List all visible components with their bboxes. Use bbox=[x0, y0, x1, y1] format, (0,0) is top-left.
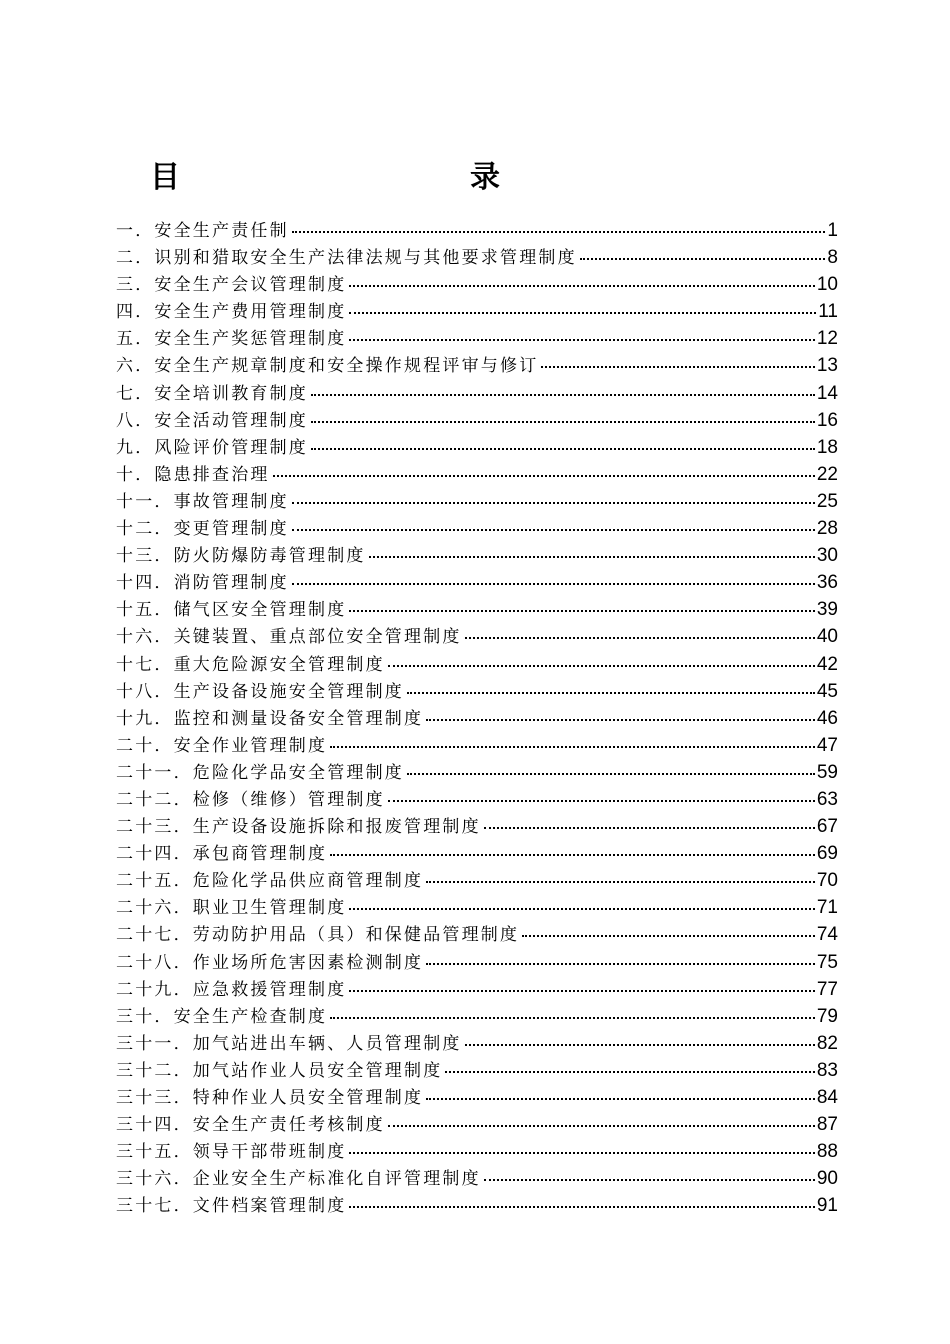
toc-entry[interactable] bbox=[116, 461, 838, 488]
toc-entry-label: 四．安全生产费用管理制度 bbox=[116, 302, 347, 323]
toc-entry[interactable] bbox=[116, 596, 838, 623]
toc-dot-leader bbox=[522, 935, 815, 937]
toc-entry-page-number: 69 bbox=[816, 843, 838, 865]
toc-entry-label: 三十．安全生产检查制度 bbox=[116, 1006, 328, 1027]
toc-dot-leader bbox=[349, 1152, 814, 1154]
toc-dot-leader bbox=[292, 529, 815, 531]
toc-dot-leader bbox=[292, 231, 826, 233]
toc-dot-leader bbox=[349, 610, 814, 612]
toc-entry[interactable] bbox=[116, 1111, 838, 1138]
toc-entry[interactable] bbox=[116, 732, 838, 759]
toc-entry-page-number: 28 bbox=[816, 518, 838, 540]
toc-entry-label: 九．风险评价管理制度 bbox=[116, 437, 308, 458]
toc-entry-page-number: 25 bbox=[816, 490, 838, 512]
toc-dot-leader bbox=[465, 637, 815, 639]
toc-entry-page-number: 88 bbox=[816, 1141, 838, 1163]
toc-entry-page-number: 47 bbox=[816, 734, 838, 756]
toc-entry-label: 十七．重大危险源安全管理制度 bbox=[116, 654, 385, 675]
toc-entry[interactable] bbox=[116, 515, 838, 542]
toc-entry-label: 二十三．生产设备设施拆除和报废管理制度 bbox=[116, 817, 481, 838]
toc-dot-leader bbox=[426, 1098, 815, 1100]
toc-entry-label: 三十七．文件档案管理制度 bbox=[116, 1196, 347, 1217]
toc-entry[interactable] bbox=[116, 1165, 838, 1192]
toc-entry-label: 六．安全生产规章制度和安全操作规程评审与修订 bbox=[116, 356, 539, 377]
toc-entry-page-number: 13 bbox=[816, 355, 838, 377]
toc-entry-page-number: 59 bbox=[816, 761, 838, 783]
toc-entry-page-number: 18 bbox=[816, 436, 838, 458]
toc-entry-label: 五．安全生产奖惩管理制度 bbox=[116, 329, 347, 350]
toc-entry[interactable] bbox=[116, 651, 838, 678]
toc-dot-leader bbox=[330, 746, 815, 748]
toc-entry-page-number: 42 bbox=[816, 653, 838, 675]
toc-entry[interactable] bbox=[116, 244, 838, 271]
toc-entry-page-number: 30 bbox=[816, 545, 838, 567]
toc-entry-label: 十九．监控和测量设备安全管理制度 bbox=[116, 708, 424, 729]
toc-entry[interactable] bbox=[116, 434, 838, 461]
toc-entry-label: 二十八．作业场所危害因素检测制度 bbox=[116, 952, 424, 973]
toc-entry-label: 三．安全生产会议管理制度 bbox=[116, 275, 347, 296]
toc-entry-page-number: 36 bbox=[816, 572, 838, 594]
toc-entry[interactable] bbox=[116, 786, 838, 813]
toc-dot-leader bbox=[484, 1179, 815, 1181]
toc-dot-leader bbox=[407, 692, 815, 694]
toc-entry-label: 十八．生产设备设施安全管理制度 bbox=[116, 681, 404, 702]
toc-dot-leader bbox=[330, 854, 815, 856]
toc-dot-leader bbox=[426, 719, 815, 721]
toc-entry-page-number: 10 bbox=[816, 274, 838, 296]
toc-entry[interactable] bbox=[116, 623, 838, 650]
toc-entry[interactable] bbox=[116, 542, 838, 569]
toc-entry[interactable] bbox=[116, 488, 838, 515]
toc-entry[interactable] bbox=[116, 1030, 838, 1057]
toc-dot-leader bbox=[311, 421, 815, 423]
toc-entry-page-number: 71 bbox=[816, 897, 838, 919]
toc-dot-leader bbox=[311, 394, 815, 396]
toc-dot-leader bbox=[426, 963, 815, 965]
toc-entry[interactable] bbox=[116, 271, 838, 298]
table-of-contents bbox=[116, 217, 838, 1219]
toc-entry-page-number: 63 bbox=[816, 788, 838, 810]
toc-dot-leader bbox=[349, 908, 814, 910]
toc-entry-page-number: 11 bbox=[818, 301, 838, 323]
toc-entry-label: 三十四．安全生产责任考核制度 bbox=[116, 1115, 385, 1136]
toc-entry-page-number: 45 bbox=[816, 680, 838, 702]
toc-dot-leader bbox=[465, 1044, 815, 1046]
toc-entry[interactable] bbox=[116, 1138, 838, 1165]
toc-entry-label: 十六．关键装置、重点部位安全管理制度 bbox=[116, 627, 462, 648]
toc-title: 目 录 bbox=[150, 160, 630, 195]
toc-dot-leader bbox=[426, 881, 815, 883]
toc-entry-label: 二十五．危险化学品供应商管理制度 bbox=[116, 871, 424, 892]
toc-entry-page-number: 84 bbox=[816, 1087, 838, 1108]
toc-dot-leader bbox=[388, 665, 815, 667]
toc-dot-leader bbox=[541, 366, 814, 368]
toc-entry[interactable] bbox=[116, 678, 838, 705]
toc-entry[interactable] bbox=[116, 894, 838, 921]
toc-entry[interactable] bbox=[116, 407, 838, 434]
toc-entry-label: 二十七．劳动防护用品（具）和保健品管理制度 bbox=[116, 925, 520, 946]
toc-entry[interactable] bbox=[116, 1192, 838, 1219]
toc-entry-page-number: 79 bbox=[816, 1005, 838, 1027]
toc-entry-page-number: 8 bbox=[827, 247, 838, 269]
toc-entry-page-number: 91 bbox=[816, 1195, 838, 1217]
toc-entry[interactable] bbox=[116, 867, 838, 894]
toc-entry-label: 八．安全活动管理制度 bbox=[116, 410, 308, 431]
toc-entry-page-number: 40 bbox=[816, 626, 838, 648]
toc-entry-page-number: 46 bbox=[816, 707, 838, 729]
toc-entry-label: 三十三．特种作业人员安全管理制度 bbox=[116, 1088, 424, 1108]
toc-entry[interactable] bbox=[116, 217, 838, 244]
toc-dot-leader bbox=[349, 1206, 814, 1208]
toc-entry-label: 二十四．承包商管理制度 bbox=[116, 844, 328, 865]
toc-entry-label: 三十五．领导干部带班制度 bbox=[116, 1142, 347, 1163]
toc-entry-label: 二十二．检修（维修）管理制度 bbox=[116, 789, 385, 810]
toc-entry-label: 十一．事故管理制度 bbox=[116, 491, 289, 512]
toc-dot-leader bbox=[330, 1017, 815, 1019]
toc-dot-leader bbox=[484, 827, 815, 829]
toc-entry-label: 三十一．加气站进出车辆、人员管理制度 bbox=[116, 1033, 462, 1054]
toc-entry-label: 十二．变更管理制度 bbox=[116, 519, 289, 540]
toc-entry-label: 十三．防火防爆防毒管理制度 bbox=[116, 546, 366, 567]
toc-entry[interactable] bbox=[116, 921, 838, 948]
toc-entry-page-number: 39 bbox=[816, 599, 838, 621]
toc-entry-page-number: 87 bbox=[816, 1114, 838, 1136]
toc-entry[interactable] bbox=[116, 325, 838, 352]
toc-entry[interactable] bbox=[116, 759, 838, 786]
toc-dot-leader bbox=[292, 583, 815, 585]
toc-entry[interactable] bbox=[116, 352, 838, 379]
toc-dot-leader bbox=[388, 1125, 815, 1127]
toc-dot-leader bbox=[580, 258, 826, 260]
toc-entry-label: 二十九．应急救援管理制度 bbox=[116, 979, 347, 1000]
toc-entry-label: 二十．安全作业管理制度 bbox=[116, 735, 328, 756]
toc-dot-leader bbox=[445, 1071, 814, 1073]
toc-entry-label: 七．安全培训教育制度 bbox=[116, 383, 308, 404]
toc-entry[interactable] bbox=[116, 949, 838, 976]
toc-entry-label: 三十二．加气站作业人员安全管理制度 bbox=[116, 1060, 443, 1081]
toc-entry-label: 十四．消防管理制度 bbox=[116, 573, 289, 594]
toc-entry-page-number: 22 bbox=[816, 463, 838, 485]
toc-dot-leader bbox=[349, 339, 814, 341]
toc-dot-leader bbox=[311, 448, 815, 450]
toc-entry-page-number: 75 bbox=[816, 951, 838, 973]
toc-entry[interactable] bbox=[116, 298, 838, 325]
toc-entry[interactable] bbox=[116, 1057, 838, 1084]
toc-dot-leader bbox=[388, 800, 815, 802]
toc-dot-leader bbox=[349, 990, 814, 992]
toc-entry-page-number: 12 bbox=[816, 328, 838, 350]
toc-entry-label: 三十六．企业安全生产标准化自评管理制度 bbox=[116, 1169, 481, 1190]
toc-dot-leader bbox=[292, 502, 815, 504]
toc-entry-page-number: 16 bbox=[816, 409, 838, 431]
toc-entry[interactable] bbox=[116, 813, 838, 840]
toc-dot-leader bbox=[369, 556, 815, 558]
toc-entry[interactable] bbox=[116, 976, 838, 1003]
toc-entry-page-number: 70 bbox=[816, 870, 838, 892]
toc-dot-leader bbox=[273, 475, 815, 477]
toc-entry[interactable] bbox=[116, 705, 838, 732]
toc-entry[interactable] bbox=[116, 1003, 838, 1030]
toc-entry-label: 十．隐患排查治理 bbox=[116, 464, 270, 485]
toc-entry-label: 二十一．危险化学品安全管理制度 bbox=[116, 762, 404, 783]
toc-entry[interactable] bbox=[116, 1084, 838, 1111]
toc-entry-label: 二十六．职业卫生管理制度 bbox=[116, 898, 347, 919]
toc-entry-page-number: 67 bbox=[816, 816, 838, 838]
toc-entry-page-number: 77 bbox=[816, 978, 838, 1000]
toc-dot-leader bbox=[407, 773, 815, 775]
toc-entry-page-number: 90 bbox=[816, 1168, 838, 1190]
toc-entry-label: 一．安全生产责任制 bbox=[116, 221, 289, 241]
toc-entry-page-number: 1 bbox=[827, 220, 838, 241]
toc-entry-page-number: 74 bbox=[816, 924, 838, 946]
toc-entry-label: 十五．储气区安全管理制度 bbox=[116, 600, 347, 621]
toc-dot-leader bbox=[349, 312, 816, 314]
toc-entry[interactable] bbox=[116, 380, 838, 407]
toc-entry-page-number: 83 bbox=[816, 1059, 838, 1081]
toc-entry-page-number: 82 bbox=[816, 1032, 838, 1054]
toc-entry-page-number: 14 bbox=[816, 382, 838, 404]
toc-entry[interactable] bbox=[116, 569, 838, 596]
toc-entry[interactable] bbox=[116, 840, 838, 867]
toc-dot-leader bbox=[349, 285, 814, 287]
toc-entry-label: 二．识别和猎取安全生产法律法规与其他要求管理制度 bbox=[116, 248, 577, 269]
